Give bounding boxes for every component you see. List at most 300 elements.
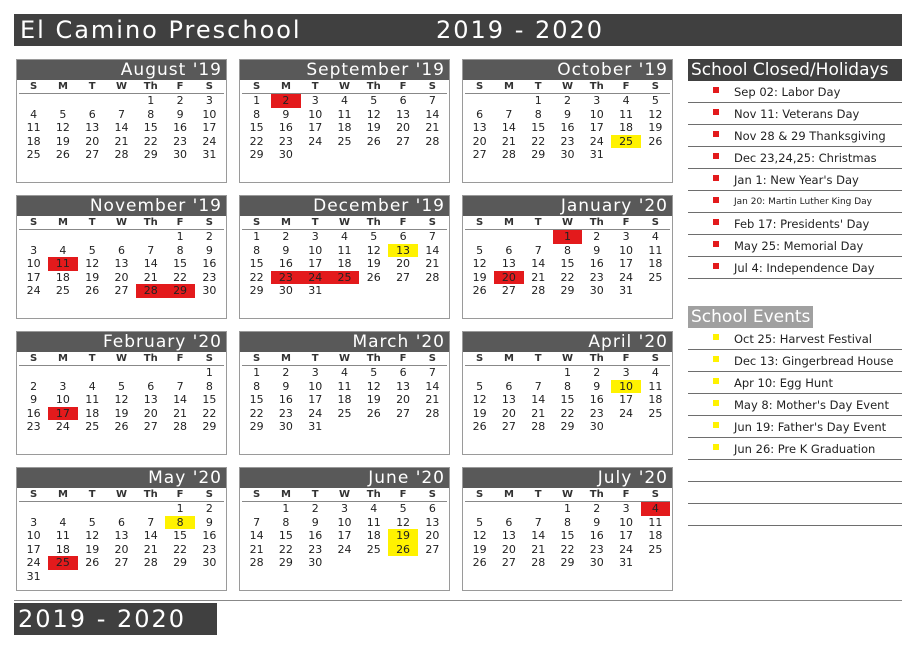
day-cell: 29 bbox=[165, 284, 194, 298]
day-cell: 8 bbox=[205, 379, 213, 393]
day-cell: 7 bbox=[147, 243, 155, 257]
day-cell: 15 bbox=[143, 121, 158, 134]
holiday-item: Nov 28 & 29 Thanksgiving bbox=[688, 125, 902, 147]
day-cell: 19 bbox=[366, 121, 381, 134]
weekday-header: F bbox=[388, 216, 417, 230]
day-cell: 23 bbox=[589, 406, 604, 420]
empty-cell bbox=[494, 94, 523, 108]
month-calendar bbox=[16, 467, 227, 591]
day-cell: 25 bbox=[611, 135, 640, 149]
day-grid bbox=[240, 488, 449, 570]
day-cell: 1 bbox=[534, 94, 542, 107]
day-cell: 4 bbox=[340, 366, 348, 379]
day-cell: 9 bbox=[593, 515, 601, 529]
weekday-header: S bbox=[242, 352, 271, 366]
day-cell: 22 bbox=[202, 406, 217, 420]
weekday-header: Th bbox=[359, 352, 388, 366]
event-item: Apr 10: Egg Hunt bbox=[688, 372, 902, 394]
day-cell: 8 bbox=[563, 379, 571, 393]
red-square-icon bbox=[713, 131, 719, 137]
red-square-icon bbox=[713, 87, 719, 93]
day-cell: 6 bbox=[476, 107, 484, 121]
empty-cell bbox=[78, 230, 107, 244]
month-name: September '19 bbox=[240, 60, 449, 80]
weekday-header: M bbox=[494, 352, 523, 366]
month-name: May '20 bbox=[17, 468, 226, 488]
day-cell: 19 bbox=[55, 134, 70, 148]
day-cell: 13 bbox=[85, 121, 100, 134]
empty-cell bbox=[494, 502, 523, 516]
day-cell: 6 bbox=[399, 366, 407, 379]
weekday-header: Th bbox=[359, 488, 388, 502]
day-cell: 23 bbox=[202, 270, 217, 284]
empty-cell bbox=[107, 230, 136, 244]
day-cell: 3 bbox=[59, 379, 67, 393]
day-cell: 23 bbox=[278, 134, 293, 148]
weekday-header: M bbox=[271, 352, 300, 366]
weekday-header: F bbox=[165, 488, 194, 502]
day-cell: 31 bbox=[619, 284, 634, 297]
day-cell: 16 bbox=[589, 529, 604, 542]
day-cell: 4 bbox=[88, 379, 96, 393]
day-cell: 3 bbox=[311, 94, 319, 107]
day-cell: 6 bbox=[505, 515, 513, 529]
day-cell: 6 bbox=[428, 502, 436, 515]
day-cell: 30 bbox=[308, 556, 323, 569]
day-cell: 15 bbox=[249, 393, 264, 406]
day-cell: 12 bbox=[85, 529, 100, 542]
day-cell: 5 bbox=[399, 502, 407, 515]
day-cell: 17 bbox=[619, 393, 634, 406]
day-cell: 6 bbox=[505, 379, 513, 393]
yellow-square-icon bbox=[713, 356, 719, 362]
day-cell: 18 bbox=[337, 257, 352, 270]
day-cell: 30 bbox=[589, 556, 604, 569]
day-cell: 5 bbox=[651, 94, 659, 107]
day-cell: 31 bbox=[202, 148, 217, 161]
day-cell: 27 bbox=[425, 542, 440, 556]
month-name: December '19 bbox=[240, 196, 449, 216]
weekday-header: W bbox=[107, 488, 136, 502]
day-cell: 30 bbox=[278, 148, 293, 161]
day-cell: 14 bbox=[249, 529, 264, 542]
yellow-square-icon bbox=[713, 422, 719, 428]
empty-cell bbox=[19, 366, 48, 380]
day-cell: 28 bbox=[114, 148, 129, 161]
weekday-header: S bbox=[195, 488, 224, 502]
yellow-square-icon bbox=[713, 334, 719, 340]
red-square-icon bbox=[713, 109, 719, 115]
day-cell: 23 bbox=[560, 134, 575, 148]
day-cell: 19 bbox=[366, 393, 381, 406]
day-cell: 30 bbox=[278, 284, 293, 297]
day-cell: 21 bbox=[249, 542, 264, 556]
day-cell: 11 bbox=[366, 515, 381, 529]
weekday-header: M bbox=[271, 488, 300, 502]
weekday-header: S bbox=[641, 488, 670, 502]
school-name: El Camino Preschool bbox=[20, 16, 302, 44]
day-cell: 24 bbox=[619, 406, 634, 420]
day-cell: 30 bbox=[589, 284, 604, 297]
day-cell: 1 bbox=[282, 502, 290, 515]
day-cell: 24 bbox=[301, 271, 330, 285]
day-cell: 29 bbox=[202, 420, 217, 433]
day-cell: 18 bbox=[55, 270, 70, 284]
day-cell: 2 bbox=[30, 379, 38, 393]
day-cell: 24 bbox=[308, 134, 323, 148]
empty-cell bbox=[136, 230, 165, 244]
day-cell: 20 bbox=[396, 393, 411, 406]
day-cell: 15 bbox=[531, 121, 546, 134]
day-cell: 26 bbox=[472, 420, 487, 433]
day-cell: 21 bbox=[143, 270, 158, 284]
day-cell: 11 bbox=[48, 257, 77, 271]
day-cell: 5 bbox=[88, 515, 96, 529]
day-cell: 24 bbox=[619, 270, 634, 284]
day-cell: 16 bbox=[589, 257, 604, 270]
day-cell: 2 bbox=[593, 366, 601, 379]
day-cell: 7 bbox=[176, 379, 184, 393]
day-cell: 12 bbox=[366, 379, 381, 393]
day-cell: 3 bbox=[30, 515, 38, 529]
weekday-header: M bbox=[48, 488, 77, 502]
day-cell: 25 bbox=[330, 271, 359, 285]
weekday-header: S bbox=[19, 216, 48, 230]
day-cell: 9 bbox=[176, 107, 184, 121]
empty-cell bbox=[494, 366, 523, 380]
weekday-header: F bbox=[388, 352, 417, 366]
empty-cell bbox=[48, 366, 77, 380]
day-cell: 26 bbox=[472, 284, 487, 297]
day-cell: 4 bbox=[641, 502, 670, 516]
month-name: February '20 bbox=[17, 332, 226, 352]
month-name: November '19 bbox=[17, 196, 226, 216]
day-cell: 22 bbox=[560, 406, 575, 420]
day-cell: 27 bbox=[501, 420, 516, 433]
day-grid bbox=[17, 352, 226, 434]
weekday-header: S bbox=[465, 216, 494, 230]
day-cell: 16 bbox=[278, 257, 293, 270]
blank-line bbox=[688, 460, 902, 482]
day-cell: 14 bbox=[501, 121, 516, 134]
month-name: June '20 bbox=[240, 468, 449, 488]
day-cell: 22 bbox=[278, 542, 293, 556]
empty-cell bbox=[465, 94, 494, 108]
day-cell: 27 bbox=[85, 148, 100, 161]
footer-year: 2019 - 2020 bbox=[14, 603, 217, 635]
day-cell: 18 bbox=[648, 529, 663, 542]
day-cell: 1 bbox=[176, 230, 184, 243]
day-grid bbox=[463, 488, 672, 570]
day-cell: 24 bbox=[589, 134, 604, 148]
day-cell: 20 bbox=[85, 134, 100, 148]
day-cell: 7 bbox=[117, 107, 125, 121]
event-item: Jun 26: Pre K Graduation bbox=[688, 438, 902, 460]
day-cell: 29 bbox=[531, 148, 546, 161]
day-cell: 23 bbox=[26, 420, 41, 433]
day-cell: 8 bbox=[253, 379, 261, 393]
day-cell: 5 bbox=[476, 379, 484, 393]
day-cell: 7 bbox=[534, 243, 542, 257]
empty-cell bbox=[19, 502, 48, 516]
weekday-header: Th bbox=[136, 216, 165, 230]
day-cell: 15 bbox=[249, 121, 264, 134]
weekday-header: W bbox=[553, 80, 582, 94]
day-cell: 17 bbox=[337, 529, 352, 542]
day-cell: 25 bbox=[648, 406, 663, 420]
day-cell: 10 bbox=[26, 257, 41, 270]
day-cell: 31 bbox=[308, 420, 323, 433]
day-cell: 6 bbox=[117, 243, 125, 257]
weekday-header: F bbox=[165, 216, 194, 230]
day-cell: 28 bbox=[425, 134, 440, 148]
weekday-header: S bbox=[242, 80, 271, 94]
empty-cell bbox=[465, 366, 494, 380]
day-cell: 26 bbox=[366, 270, 381, 284]
holiday-item: Feb 17: Presidents' Day bbox=[688, 213, 902, 235]
day-cell: 29 bbox=[143, 148, 158, 161]
weekday-header: S bbox=[19, 488, 48, 502]
weekday-header: T bbox=[524, 80, 553, 94]
day-cell: 27 bbox=[501, 556, 516, 569]
weekday-header: M bbox=[494, 80, 523, 94]
month-calendar bbox=[16, 195, 227, 319]
weekday-header: Th bbox=[136, 352, 165, 366]
day-cell: 26 bbox=[55, 148, 70, 161]
month-calendar bbox=[239, 59, 450, 183]
weekday-header: F bbox=[388, 80, 417, 94]
day-cell: 22 bbox=[249, 270, 264, 284]
weekday-header: S bbox=[195, 352, 224, 366]
weekday-header: Th bbox=[359, 80, 388, 94]
day-cell: 23 bbox=[271, 271, 300, 285]
weekday-header: F bbox=[611, 216, 640, 230]
day-cell: 22 bbox=[143, 134, 158, 148]
day-cell: 30 bbox=[202, 284, 217, 297]
day-cell: 3 bbox=[593, 94, 601, 107]
day-cell: 16 bbox=[589, 393, 604, 406]
day-cell: 13 bbox=[143, 393, 158, 406]
empty-cell bbox=[524, 230, 553, 244]
month-calendar bbox=[16, 331, 227, 455]
weekday-header: F bbox=[165, 352, 194, 366]
day-cell: 15 bbox=[278, 529, 293, 542]
weekday-header: S bbox=[418, 80, 447, 94]
empty-cell bbox=[165, 366, 194, 380]
day-cell: 17 bbox=[619, 257, 634, 270]
holiday-item: Dec 23,24,25: Christmas bbox=[688, 147, 902, 169]
day-cell: 31 bbox=[308, 284, 323, 297]
day-cell: 9 bbox=[282, 107, 290, 121]
weekday-header: W bbox=[107, 216, 136, 230]
day-cell: 21 bbox=[531, 542, 546, 556]
day-cell: 20 bbox=[472, 134, 487, 148]
day-cell: 2 bbox=[205, 230, 213, 243]
day-cell: 26 bbox=[114, 420, 129, 433]
red-square-icon bbox=[713, 263, 719, 269]
day-cell: 13 bbox=[501, 529, 516, 542]
day-cell: 15 bbox=[173, 529, 188, 542]
month-name: April '20 bbox=[463, 332, 672, 352]
day-cell: 17 bbox=[589, 121, 604, 134]
day-cell: 2 bbox=[563, 94, 571, 107]
day-cell: 15 bbox=[560, 257, 575, 270]
day-cell: 7 bbox=[534, 379, 542, 393]
weekday-header: S bbox=[641, 80, 670, 94]
weekday-header: Th bbox=[582, 488, 611, 502]
day-cell: 1 bbox=[176, 502, 184, 515]
day-cell: 13 bbox=[425, 515, 440, 529]
empty-cell bbox=[242, 502, 271, 516]
day-cell: 1 bbox=[205, 366, 213, 379]
month-calendar bbox=[239, 195, 450, 319]
day-cell: 20 bbox=[494, 271, 523, 285]
day-cell: 5 bbox=[370, 366, 378, 379]
day-cell: 2 bbox=[176, 94, 184, 107]
empty-cell bbox=[78, 94, 107, 108]
day-cell: 20 bbox=[396, 121, 411, 134]
weekday-header: M bbox=[48, 352, 77, 366]
day-cell: 9 bbox=[311, 515, 319, 529]
weekday-header: T bbox=[524, 352, 553, 366]
holiday-item: Jul 4: Independence Day bbox=[688, 257, 902, 279]
day-cell: 27 bbox=[501, 284, 516, 297]
weekday-header: F bbox=[611, 352, 640, 366]
day-cell: 9 bbox=[593, 379, 601, 393]
day-cell: 26 bbox=[366, 134, 381, 148]
day-cell: 10 bbox=[308, 379, 323, 393]
weekday-header: S bbox=[465, 80, 494, 94]
day-cell: 9 bbox=[593, 243, 601, 257]
day-cell: 16 bbox=[308, 529, 323, 542]
weekday-header: S bbox=[195, 80, 224, 94]
day-cell: 1 bbox=[253, 230, 261, 243]
day-cell: 25 bbox=[337, 134, 352, 148]
day-cell: 21 bbox=[425, 257, 440, 270]
day-cell: 3 bbox=[30, 243, 38, 257]
day-cell: 6 bbox=[117, 515, 125, 529]
day-cell: 7 bbox=[428, 366, 436, 379]
weekday-header: T bbox=[301, 488, 330, 502]
day-cell: 18 bbox=[337, 121, 352, 134]
day-cell: 21 bbox=[143, 542, 158, 556]
day-cell: 4 bbox=[370, 502, 378, 515]
day-cell: 31 bbox=[26, 569, 41, 583]
day-grid bbox=[463, 352, 672, 434]
day-cell: 28 bbox=[531, 284, 546, 297]
day-cell: 8 bbox=[176, 243, 184, 257]
day-cell: 29 bbox=[560, 284, 575, 297]
month-calendar bbox=[462, 331, 673, 455]
day-cell: 19 bbox=[85, 270, 100, 284]
weekday-header: T bbox=[78, 80, 107, 94]
day-grid bbox=[463, 216, 672, 298]
month-calendar bbox=[462, 195, 673, 319]
weekday-header: Th bbox=[582, 80, 611, 94]
day-cell: 2 bbox=[282, 366, 290, 379]
day-cell: 11 bbox=[55, 529, 70, 542]
day-cell: 14 bbox=[173, 393, 188, 406]
day-cell: 20 bbox=[425, 529, 440, 542]
day-cell: 29 bbox=[249, 148, 264, 161]
weekday-header: M bbox=[271, 216, 300, 230]
weekday-header: F bbox=[388, 488, 417, 502]
day-cell: 25 bbox=[48, 556, 77, 570]
day-cell: 26 bbox=[388, 543, 417, 557]
day-cell: 23 bbox=[202, 542, 217, 556]
day-cell: 27 bbox=[396, 134, 411, 148]
weekday-header: W bbox=[330, 80, 359, 94]
month-name: August '19 bbox=[17, 60, 226, 80]
day-cell: 31 bbox=[619, 556, 634, 569]
day-cell: 13 bbox=[501, 257, 516, 270]
empty-cell bbox=[524, 366, 553, 380]
day-cell: 13 bbox=[396, 379, 411, 393]
day-cell: 13 bbox=[472, 121, 487, 134]
day-cell: 8 bbox=[282, 515, 290, 529]
day-cell: 29 bbox=[278, 556, 293, 569]
day-cell: 18 bbox=[619, 121, 634, 134]
day-cell: 18 bbox=[26, 134, 41, 148]
weekday-header: T bbox=[524, 216, 553, 230]
blank-line bbox=[688, 482, 902, 504]
empty-cell bbox=[494, 230, 523, 244]
day-cell: 23 bbox=[589, 542, 604, 556]
day-cell: 24 bbox=[55, 420, 70, 433]
empty-cell bbox=[107, 502, 136, 516]
day-cell: 11 bbox=[648, 379, 663, 393]
day-cell: 15 bbox=[249, 257, 264, 270]
weekday-header: W bbox=[330, 352, 359, 366]
day-cell: 5 bbox=[370, 94, 378, 107]
day-cell: 29 bbox=[249, 284, 264, 297]
day-cell: 6 bbox=[147, 379, 155, 393]
weekday-header: S bbox=[641, 216, 670, 230]
day-cell: 10 bbox=[202, 107, 217, 121]
red-square-icon bbox=[713, 219, 719, 225]
day-cell: 25 bbox=[85, 420, 100, 433]
empty-cell bbox=[107, 366, 136, 380]
day-cell: 4 bbox=[59, 515, 67, 529]
day-cell: 19 bbox=[366, 257, 381, 270]
divider bbox=[14, 600, 902, 601]
weekday-header: M bbox=[271, 80, 300, 94]
event-item: May 8: Mother's Day Event bbox=[688, 394, 902, 416]
day-cell: 10 bbox=[26, 529, 41, 542]
weekday-header: F bbox=[611, 488, 640, 502]
day-grid bbox=[17, 488, 226, 583]
empty-cell bbox=[19, 94, 48, 108]
red-square-icon bbox=[713, 175, 719, 181]
day-cell: 28 bbox=[531, 556, 546, 569]
weekday-header: M bbox=[494, 488, 523, 502]
day-cell: 18 bbox=[648, 393, 663, 406]
day-cell: 16 bbox=[202, 529, 217, 542]
day-cell: 25 bbox=[366, 542, 381, 556]
yellow-square-icon bbox=[713, 400, 719, 406]
day-cell: 27 bbox=[143, 420, 158, 433]
day-cell: 11 bbox=[619, 107, 634, 121]
month-name: October '19 bbox=[463, 60, 672, 80]
day-cell: 23 bbox=[278, 406, 293, 420]
day-cell: 3 bbox=[311, 366, 319, 379]
day-cell: 22 bbox=[560, 542, 575, 556]
empty-cell bbox=[524, 502, 553, 516]
day-cell: 17 bbox=[26, 542, 41, 556]
events-panel bbox=[688, 306, 902, 526]
day-cell: 27 bbox=[114, 284, 129, 297]
day-cell: 30 bbox=[278, 420, 293, 433]
